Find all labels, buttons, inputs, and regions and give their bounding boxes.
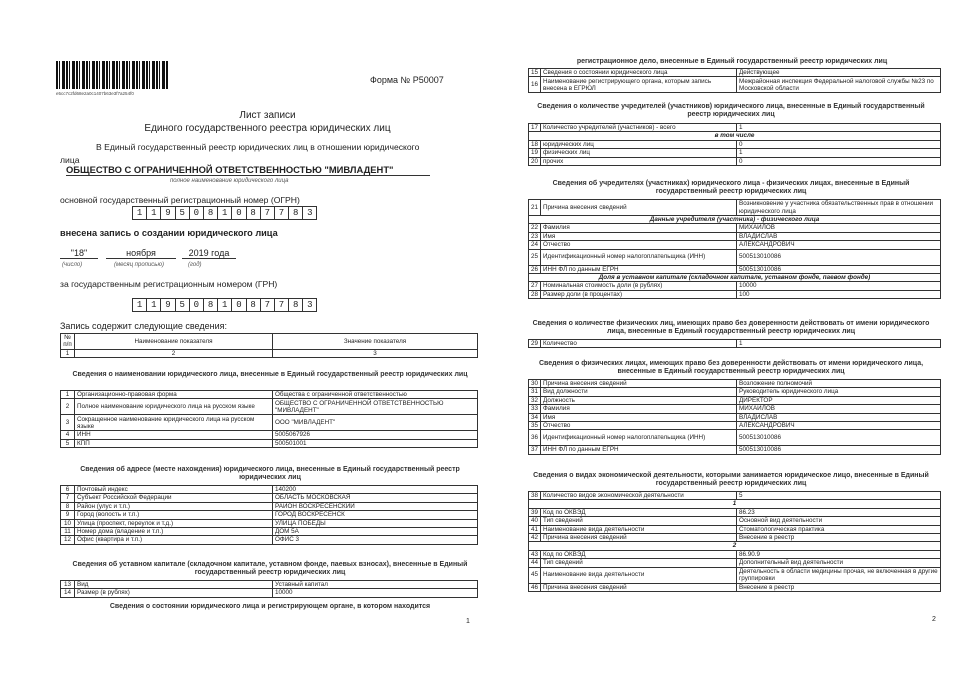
row-label: Наименование вида деятельности	[541, 525, 737, 533]
row-number: 22	[529, 224, 541, 232]
row-value: РАЙОН ВОСКРЕСЕНСКИЙ	[273, 502, 478, 510]
ogrn-digit-box: 1	[217, 206, 232, 220]
row-number: 43	[529, 550, 541, 558]
row-number: 46	[529, 583, 541, 591]
row-number: 9	[61, 511, 75, 519]
table-row	[61, 511, 478, 519]
row-value: ООО "МИВЛАДЕНТ"	[273, 415, 478, 431]
month-caption: (месяц прописью)	[114, 262, 164, 268]
row-number: 1	[61, 391, 75, 399]
row-value: 500513010086	[737, 430, 941, 446]
row-label: Размер доли (в процентах)	[541, 290, 737, 298]
table-row	[529, 567, 941, 583]
row-label: Размер (в рублях)	[75, 589, 273, 597]
table-row	[61, 528, 478, 536]
row-number: 26	[529, 265, 541, 273]
row-value: Основной вид деятельности	[737, 517, 941, 525]
row-number: 6	[61, 486, 75, 494]
ogrn-digit-box: 5	[175, 206, 190, 220]
table-row	[529, 534, 941, 542]
row-number: 27	[529, 282, 541, 290]
row-label: ИНН	[75, 431, 273, 439]
row-value: 1	[737, 149, 941, 157]
table-row	[61, 486, 478, 494]
row-number: 5	[61, 439, 75, 447]
row-number: 8	[61, 502, 75, 510]
row-label: Отчество	[541, 241, 737, 249]
row-number: 20	[529, 157, 541, 165]
row-value: ГОРОД ВОСКРЕСЕНСК	[273, 511, 478, 519]
row-value: ОБЩЕСТВО С ОГРАНИЧЕННОЙ ОТВЕТСТВЕННОСТЬЮ "МИВЛАДЕНТ"	[273, 399, 478, 415]
founder-data-label: Данные учредителя (участника) - физического лица	[529, 216, 941, 224]
address-table	[60, 485, 478, 545]
table-row	[529, 492, 941, 500]
founders-count-table	[528, 123, 941, 166]
row-label: Наименование вида деятельности	[541, 567, 737, 583]
row-label: Фамилия	[541, 224, 737, 232]
table-row	[529, 290, 941, 298]
grn-digit-box: 0	[189, 298, 204, 312]
row-label: Причина внесения сведений	[541, 380, 737, 388]
row-value: МИХАЙЛОВ	[737, 224, 941, 232]
row-number: 31	[529, 388, 541, 396]
row-value: 0	[737, 140, 941, 148]
row-label: юридических лиц	[541, 140, 737, 148]
row-value: 10000	[737, 282, 941, 290]
row-value: Действующее	[737, 69, 941, 77]
table-row	[529, 446, 941, 454]
row-number: 29	[529, 340, 541, 348]
row-value: Уставный капитал	[273, 581, 478, 589]
grn-digit-box: 8	[288, 298, 303, 312]
document-page-2	[522, 48, 950, 628]
contains-label: Запись содержит следующие сведения:	[60, 321, 227, 331]
row-label: Причина внесения сведений	[541, 200, 737, 216]
entry-day: "18"	[60, 248, 98, 259]
ogrn-digit-box: 7	[274, 206, 289, 220]
entry-month: ноября	[106, 248, 176, 259]
row-label: Район (улус и т.п.)	[75, 502, 273, 510]
row-number: 12	[61, 536, 75, 544]
grn-digit-box: 8	[246, 298, 261, 312]
table-row	[61, 391, 478, 399]
row-number: 2	[61, 399, 75, 415]
table-row	[61, 494, 478, 502]
day-caption: (число)	[62, 262, 83, 268]
row-label: прочих	[541, 157, 737, 165]
row-value: 500513010086	[737, 249, 941, 265]
row-number: 14	[61, 589, 75, 597]
row-number: 34	[529, 413, 541, 421]
row-label: Вид	[75, 581, 273, 589]
row-label: Субъект Российской Федерации	[75, 494, 273, 502]
header-value: Значение показателя	[273, 334, 478, 350]
grn-label: за государственным регистрационным номером (ГРН)	[60, 279, 278, 289]
row-value: МИХАЙЛОВ	[737, 405, 941, 413]
table-row	[529, 265, 941, 273]
ogrn-digit-box: 1	[146, 206, 161, 220]
grn-digit-box: 1	[132, 298, 147, 312]
ogrn-digit-box: 1	[132, 206, 147, 220]
row-number: 41	[529, 525, 541, 533]
section-status-heading: Сведения о состоянии юридического лица и регистрирующем органе, в котором находится	[109, 603, 431, 610]
row-label: Идентификационный номер налогоплательщика (ИНН)	[541, 430, 737, 446]
table-row	[529, 282, 941, 290]
table-row	[61, 519, 478, 527]
table-row	[529, 124, 941, 132]
company-name: ОБЩЕСТВО С ОГРАНИЧЕННОЙ ОТВЕТСТВЕННОСТЬЮ "МИВЛАДЕНТ"	[66, 164, 430, 176]
table-row	[61, 439, 478, 447]
row-value: Возложение полномочий	[737, 380, 941, 388]
row-value: Деятельность в области медицины прочая, не включенная в другие группировки	[737, 567, 941, 583]
header-table	[60, 333, 478, 358]
table-row	[529, 340, 941, 348]
table-row	[529, 550, 941, 558]
row-label: Номинальная стоимость доли (в рублях)	[541, 282, 737, 290]
row-label: Причина внесения сведений	[541, 534, 737, 542]
grn-digit-box: 8	[203, 298, 218, 312]
ogrn-digit-box: 3	[302, 206, 317, 220]
row-value: Внесение в реестр	[737, 534, 941, 542]
table-row	[529, 77, 941, 93]
table-subheader-row	[529, 216, 941, 224]
section-capital-heading: Сведения об уставном капитале (складочном капитале, уставном фонде, паевых взносах), внесенные в Единый государственный реестр юридических лиц	[72, 561, 468, 576]
row-value: ОФИС 3	[273, 536, 478, 544]
row-label: Должность	[541, 396, 737, 404]
row-value: 86.23	[737, 508, 941, 516]
table-subheader-row	[529, 274, 941, 282]
row-number: 39	[529, 508, 541, 516]
table-row	[529, 413, 941, 421]
row-label: Полное наименование юридического лица на русском языке	[75, 399, 273, 415]
row-label: Отчество	[541, 422, 737, 430]
grn-digit-box: 7	[274, 298, 289, 312]
row-label: Причина внесения сведений	[541, 583, 737, 591]
row-value: ВЛАДИСЛАВ	[737, 232, 941, 240]
row-label: Код по ОКВЭД	[541, 550, 737, 558]
header-col-3: 3	[273, 349, 478, 357]
row-number: 11	[61, 528, 75, 536]
ogrn-digit-box: 0	[189, 206, 204, 220]
barcode	[56, 61, 168, 89]
table-row	[529, 388, 941, 396]
okved-heading: Сведения о видах экономической деятельности, которыми занимается юридическое лицо, внесенные в Единый государственный реестр юридических лиц	[533, 472, 929, 487]
in-total-label: в том числе	[529, 132, 941, 140]
row-value: ОБЛАСТЬ МОСКОВСКАЯ	[273, 494, 478, 502]
row-value: Возникновение у участника обязательственных прав в отношении юридического лица	[737, 200, 941, 216]
row-number: 42	[529, 534, 541, 542]
table-row	[529, 140, 941, 148]
table-row	[61, 399, 478, 415]
row-number: 21	[529, 200, 541, 216]
row-label: Сокращенное наименование юридического лица на русском языке	[75, 415, 273, 431]
ogrn-label: основной государственный регистрационный номер (ОГРН)	[60, 195, 300, 205]
row-number: 36	[529, 430, 541, 446]
row-label: Улица (проспект, переулок и т.д.)	[75, 519, 273, 527]
table-row	[529, 517, 941, 525]
table-subheader-row	[529, 500, 941, 508]
table-subheader-row	[529, 542, 941, 550]
ogrn-digit-box: 8	[203, 206, 218, 220]
row-number: 44	[529, 559, 541, 567]
barcode-text: e5cc7c2fd68e2a0c1407b63e3f7a254f0	[56, 91, 134, 96]
row-label: Наименование регистрирующего органа, которым запись внесена в ЕГРЮЛ	[541, 77, 737, 93]
grn-digit-box: 0	[231, 298, 246, 312]
row-number: 18	[529, 140, 541, 148]
grn-digit-box: 5	[175, 298, 190, 312]
table-subheader-row	[529, 132, 941, 140]
okved-group-label: 2	[529, 542, 941, 550]
row-value: 5	[737, 492, 941, 500]
status-table	[528, 68, 941, 93]
row-number: 19	[529, 149, 541, 157]
row-label: Количество учредителей (участников) - всего	[541, 124, 737, 132]
founder-table	[528, 199, 941, 299]
row-value: 1	[737, 340, 941, 348]
row-value: АЛЕКСАНДРОВИЧ	[737, 241, 941, 249]
section-address-heading: Сведения об адресе (месте нахождения) юридического лица, внесенные в Единый государственный реестр юридических лиц	[80, 466, 460, 481]
founder-persons-heading: Сведения об учредителях (участниках) юридического лица - физических лицах, внесенные в Единый государственный реестр юридических лиц	[552, 180, 910, 195]
row-number: 28	[529, 290, 541, 298]
row-value: Межрайонная инспекция Федеральной налоговой службы №23 по Московской области	[737, 77, 941, 93]
proxy-count-table	[528, 339, 941, 348]
row-number: 24	[529, 241, 541, 249]
table-row	[61, 581, 478, 589]
row-label: КПП	[75, 439, 273, 447]
table-row	[61, 589, 478, 597]
row-label: Тип сведений	[541, 559, 737, 567]
company-caption: полное наименование юридического лица	[170, 178, 289, 184]
row-value: 1	[737, 124, 941, 132]
row-label: Код по ОКВЭД	[541, 508, 737, 516]
row-label: ИНН ФЛ по данным ЕГРН	[541, 446, 737, 454]
page-number: 1	[466, 618, 470, 625]
status-heading: регистрационное дело, внесенные в Единый государственный реестр юридических лиц	[576, 58, 888, 65]
capital-table	[60, 580, 478, 598]
table-row	[529, 422, 941, 430]
table-row	[529, 583, 941, 591]
header-col-2: 2	[75, 349, 273, 357]
table-row	[529, 241, 941, 249]
table-row	[529, 380, 941, 388]
row-number: 17	[529, 124, 541, 132]
row-label: Фамилия	[541, 405, 737, 413]
row-number: 10	[61, 519, 75, 527]
row-label: Имя	[541, 413, 737, 421]
row-label: Город (волость и т.п.)	[75, 511, 273, 519]
table-row	[529, 157, 941, 165]
row-value: ВЛАДИСЛАВ	[737, 413, 941, 421]
row-value: 100	[737, 290, 941, 298]
table-row	[61, 431, 478, 439]
header-col-1: 1	[61, 349, 75, 357]
table-row	[61, 536, 478, 544]
header-no: № п/п	[61, 334, 75, 350]
row-label: Тип сведений	[541, 517, 737, 525]
row-label: Количество видов экономической деятельности	[541, 492, 737, 500]
row-number: 25	[529, 249, 541, 265]
row-value: 500513010086	[737, 446, 941, 454]
row-number: 15	[529, 69, 541, 77]
row-value: 5005067926	[273, 431, 478, 439]
row-label: Идентификационный номер налогоплательщика (ИНН)	[541, 249, 737, 265]
ogrn-digit-box: 8	[288, 206, 303, 220]
table-row	[529, 69, 941, 77]
row-value: АЛЕКСАНДРОВИЧ	[737, 422, 941, 430]
proxy-count-heading: Сведения о количестве физических лиц, имеющих право без доверенности действовать от имени юридического лица, внесенные в Единый государственный реестр юридических лиц	[532, 320, 930, 335]
table-row	[529, 249, 941, 265]
ogrn-digit-boxes	[132, 206, 316, 220]
row-value: 0	[737, 157, 941, 165]
table-row	[529, 405, 941, 413]
document-page-1	[40, 45, 495, 635]
proxy-table	[528, 379, 941, 455]
row-value: ДИРЕКТОР	[737, 396, 941, 404]
row-label: Почтовый индекс	[75, 486, 273, 494]
table-row	[529, 232, 941, 240]
row-number: 32	[529, 396, 541, 404]
row-value: 500513010086	[737, 265, 941, 273]
row-number: 7	[61, 494, 75, 502]
row-number: 30	[529, 380, 541, 388]
row-label: Организационно-правовая форма	[75, 391, 273, 399]
okved-group-label: 1	[529, 500, 941, 508]
okved-table	[528, 491, 941, 592]
row-label: Сведения о состоянии юридического лица	[541, 69, 737, 77]
form-label: Форма № Р50007	[370, 75, 444, 85]
row-value: Внесение в реестр	[737, 583, 941, 591]
row-value: Руководитель юридического лица	[737, 388, 941, 396]
row-value: УЛИЦА ПОБЕДЫ	[273, 519, 478, 527]
table-row	[529, 149, 941, 157]
ogrn-digit-box: 8	[246, 206, 261, 220]
table-row	[61, 415, 478, 431]
row-number: 3	[61, 415, 75, 431]
grn-digit-box: 1	[146, 298, 161, 312]
row-value: Общества с ограниченной ответственностью	[273, 391, 478, 399]
table-row	[61, 502, 478, 510]
row-number: 23	[529, 232, 541, 240]
entry-year: 2019 года	[182, 248, 236, 259]
row-number: 35	[529, 422, 541, 430]
table-row	[529, 508, 941, 516]
row-value: 10000	[273, 589, 478, 597]
title-line-1: Лист записи	[239, 110, 296, 121]
entry-label: внесена запись о создании юридического лица	[60, 228, 278, 238]
header-name: Наименование показателя	[75, 334, 273, 350]
title-line-2: Единого государственного реестра юридических лиц	[144, 123, 391, 134]
row-value: Стоматологическая практика	[737, 525, 941, 533]
row-value: 500501001	[273, 439, 478, 447]
table-row	[529, 396, 941, 404]
row-number: 45	[529, 567, 541, 583]
table-row	[529, 430, 941, 446]
row-number: 16	[529, 77, 541, 93]
ogrn-digit-box: 9	[160, 206, 175, 220]
grn-digit-box: 1	[217, 298, 232, 312]
row-label: Количество	[541, 340, 737, 348]
section-name-heading: Сведения о наименовании юридического лица, внесенные в Единый государственный реестр юридических лиц	[72, 371, 468, 378]
ogrn-digit-box: 7	[260, 206, 275, 220]
table-row	[529, 525, 941, 533]
founders-count-heading: Сведения о количестве учредителей (участников) юридического лица, внесенные в Единый государственный реестр юридических лиц	[537, 103, 925, 118]
share-label: Доля в уставном капитале (складочном капитале, уставном фонде, паевом фонде)	[529, 274, 941, 282]
intro-line-1: В Единый государственный реестр юридических лиц в отношении юридического	[96, 142, 420, 152]
row-label: Имя	[541, 232, 737, 240]
table-row	[529, 559, 941, 567]
row-number: 40	[529, 517, 541, 525]
row-value: ДОМ 5А	[273, 528, 478, 536]
ogrn-digit-box: 0	[231, 206, 246, 220]
row-number: 33	[529, 405, 541, 413]
row-label: ИНН ФЛ по данным ЕГРН	[541, 265, 737, 273]
name-table	[60, 390, 478, 448]
grn-digit-boxes	[132, 298, 316, 312]
row-value: 86.90.9	[737, 550, 941, 558]
row-number: 13	[61, 581, 75, 589]
grn-digit-box: 7	[260, 298, 275, 312]
year-caption: (год)	[188, 262, 202, 268]
row-value: Дополнительный вид деятельности	[737, 559, 941, 567]
proxy-persons-heading: Сведения о физических лицах, имеющих право без доверенности действовать от имени юридического лица, внесенные в Единый государственный реестр юридических лиц	[538, 360, 924, 375]
row-number: 38	[529, 492, 541, 500]
page-number: 2	[932, 616, 936, 623]
grn-digit-box: 9	[160, 298, 175, 312]
row-number: 37	[529, 446, 541, 454]
table-row	[529, 200, 941, 216]
intro-line-2: лица	[60, 155, 80, 165]
row-number: 4	[61, 431, 75, 439]
row-value: 140200	[273, 486, 478, 494]
row-label: физических лиц	[541, 149, 737, 157]
grn-digit-box: 3	[302, 298, 317, 312]
table-row	[529, 224, 941, 232]
row-label: Номер дома (владение и т.п.)	[75, 528, 273, 536]
row-label: Вид должности	[541, 388, 737, 396]
row-label: Офис (квартира и т.п.)	[75, 536, 273, 544]
